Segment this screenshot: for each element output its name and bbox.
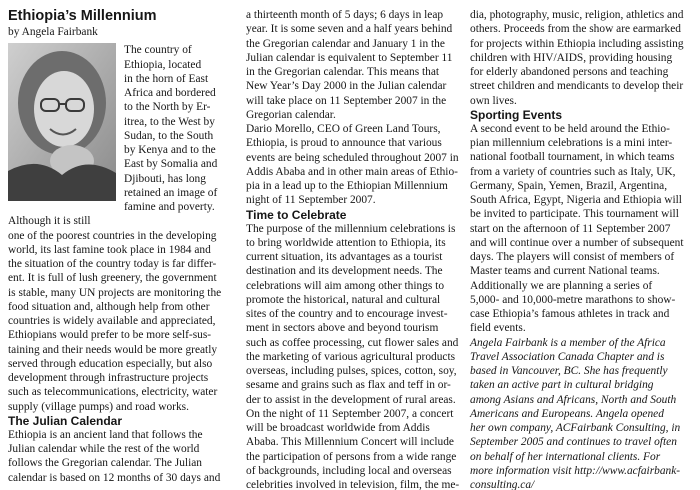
text-line: others. Proceeds from the show are earmarked [470, 23, 681, 36]
sporting-events-text [470, 122, 694, 336]
text-line: New Year’s Day 2000 in the Julian calendar [246, 80, 447, 93]
text-line: Angela Fairbank is a member of the Africa [470, 336, 666, 349]
column-3 [470, 8, 694, 490]
text-line: promote the historical, natural and cultural [246, 293, 441, 306]
text-line: for projects within Ethiopia including assisting [470, 37, 684, 50]
text-line: calendar is based on 12 months of 30 days and [8, 471, 221, 484]
text-line: development through infrastructure projects [8, 372, 209, 384]
text-line: Julian calendar is equivalent to September 11 [246, 51, 453, 64]
text-line: one of the poorest countries in the developing [8, 229, 217, 242]
text-line: food situation and, although help from other [8, 300, 210, 313]
sporting-events-heading: Sporting Events [470, 107, 563, 122]
text-line: Africa and bordered [124, 87, 216, 99]
text-line: itrea, to the West by [124, 115, 215, 128]
text-line: The purpose of the millennium celebrations is [246, 222, 456, 235]
text-line: consulting.ca/ [470, 479, 535, 490]
text-line: famine and poverty. [124, 201, 215, 213]
text-line: Although it is still [8, 215, 91, 228]
byline: by Angela Fairbank [8, 26, 98, 38]
text-line: and will continue over a number of subsequent [470, 236, 684, 249]
text-line: Ethiopia, located [124, 58, 202, 71]
text-line: Julian calendar while the rest of the world [8, 443, 200, 455]
column-2-text [246, 8, 459, 208]
text-line: 5,000- and 10,000-metre marathons to show- [470, 293, 676, 306]
text-line: events are being scheduled throughout 2007 in [246, 151, 459, 164]
text-line: will be broadcast worldwide from Addis [246, 422, 430, 434]
time-to-celebrate-heading: Time to Celebrate [246, 207, 347, 222]
text-line: field events. [470, 322, 526, 335]
text-line: the situation of the country today is far differ- [8, 258, 217, 270]
text-line: of backgrounds, including local and overseas [246, 464, 452, 477]
text-line: days. The players will consist of members of [470, 251, 675, 263]
text-line: ment in sectors above and beyond tourism [246, 322, 439, 335]
intro-text [8, 229, 230, 414]
text-line: Ethiopia, is proud to announce that various [246, 137, 442, 150]
text-line: own lives. [470, 94, 517, 107]
text-line: Americans and Europeans. Angela opened [470, 407, 664, 420]
text-line: Master teams and current National teams. [470, 265, 660, 278]
text-line: South Africa, Egypt, Nigeria and Ethiopia will [470, 194, 682, 206]
text-line: sites of the country and to encourage invest- [246, 308, 448, 320]
text-line: current situation, its advantages as a tourist [246, 251, 443, 263]
text-line: such as coffee processing, cut flower sales and [246, 336, 459, 349]
text-line: is stable, many UN projects are monitoring the [8, 286, 222, 299]
text-line: a thirteenth month of 5 days; 6 days in leap [246, 9, 444, 21]
text-line: from a variety of countries such as Italy, UK, [470, 165, 676, 178]
text-line: national football tournament, in which teams [470, 151, 675, 164]
text-line: pia in a lead up to the Ethiopian Millennium [246, 180, 448, 192]
text-line: taining and their needs would be more greatly [8, 343, 218, 356]
text-line: pian millennium celebrations is a mini inter- [470, 137, 673, 149]
text-line: celebrations will aim among other things to [246, 279, 445, 292]
text-line: countries is widely available and appreciated, [8, 315, 216, 327]
author-photo [8, 43, 116, 201]
text-line: Ethiopia is an ancient land that follows the [8, 428, 203, 441]
column-3-text [470, 8, 694, 108]
text-line: overseas, including pulses, spices, cotton, soy, [246, 365, 457, 377]
text-line: supply (village pumps) and road works. [8, 400, 189, 413]
text-line: in the Gregorian calendar. This means that [246, 66, 440, 78]
text-line: taken an active part in cultural bridging [470, 379, 654, 392]
text-line: on behalf of her international clients. For [470, 450, 661, 463]
text-line: the participation of persons from a wide range [246, 450, 457, 463]
text-line: East by Somalia and [124, 158, 218, 171]
text-line: to the North by Er- [124, 101, 211, 114]
column-2 [246, 8, 460, 490]
text-line: celebrities involved in television, film, the me- [246, 479, 460, 490]
text-line: The country of [124, 44, 192, 57]
text-line: Travel Association Canada Chapter and is [470, 350, 665, 363]
text-line: Gregorian calendar. [246, 108, 336, 121]
text-line: such as telecommunications, electricity, water [8, 386, 218, 399]
text-line: in the horn of East [124, 72, 209, 85]
text-line: ent. It is full of lush greenery, the government [8, 272, 217, 285]
time-to-celebrate-text [246, 222, 460, 490]
text-line: Dario Morello, CEO of Green Land Tours, [246, 123, 441, 135]
text-line: follows the Gregorian calendar. The Julian [8, 457, 203, 470]
text-line: dia, photography, music, religion, athletics and [470, 9, 684, 21]
text-line: der to assist in the development of rural areas. [246, 393, 456, 406]
author-portrait-image [8, 43, 116, 201]
text-line: among Asians and Africans, North and South [470, 393, 677, 406]
text-line: Sudan, to the South [124, 129, 214, 142]
julian-calendar-heading: The Julian Calendar [8, 413, 123, 428]
text-line: more information visit http://www.acfairbank- [470, 464, 681, 477]
text-line: children with HIV/AIDS, providing housing [470, 51, 673, 64]
text-line: based in Vancouver, BC. She has frequently [470, 365, 668, 377]
text-line: Germany, Spain, Yemen, Brazil, Argentina, [470, 179, 668, 192]
text-line: Ababa. This Millennium Concert will include [246, 436, 454, 449]
text-line: Additionally we are planning a series of [470, 279, 653, 292]
text-line: sesame and grains such as flax and teff in or- [246, 379, 451, 392]
text-line: September 2005 and continues to travel often [470, 436, 677, 449]
text-line: be invited to participate. This tournament will [470, 208, 679, 221]
text-line: year. It is some seven and a half years behind [246, 23, 453, 36]
text-line: Djibouti, has long [124, 172, 206, 185]
article-title: Ethiopia’s Millennium [8, 8, 157, 24]
text-line: the Gregorian calendar and January 1 in the [246, 37, 445, 50]
text-line: night of 11 September 2007. [246, 194, 376, 207]
author-bio [470, 336, 694, 490]
column-1 [8, 8, 230, 485]
text-line: start on the afternoon of 11 September 2007 [470, 222, 671, 235]
text-line: On the night of 11 September 2007, a concert [246, 407, 454, 420]
text-line: A second event to be held around the Ethio- [470, 122, 670, 135]
text-line: Addis Ababa and in other main areas of Ethio- [246, 165, 458, 178]
julian-calendar-text [8, 428, 230, 485]
text-line: street children and mendicants to develop their [470, 80, 684, 93]
text-line: the marketing of various agricultural products [246, 350, 456, 363]
text-line: served through education especially, but also [8, 357, 213, 370]
text-line: retained an image of [124, 186, 218, 199]
text-line: to bring worldwide attention to Ethiopia, its [246, 236, 446, 249]
text-line: for elderly abandoned persons and teaching [470, 66, 669, 78]
text-line: destination and its development needs. The [246, 265, 443, 278]
text-line: Ethiopians would prefer to be more self-sus- [8, 329, 212, 342]
text-line: her own company, ACFairbank Consulting, in [470, 422, 681, 434]
text-line: by Kenya and to the [124, 144, 216, 156]
text-line: world, its last famine took place in 1984 and [8, 243, 211, 256]
text-line: case Ethiopia’s famous athletes in track and [470, 308, 670, 320]
text-line: will take place on 11 September 2007 in the [246, 94, 447, 107]
